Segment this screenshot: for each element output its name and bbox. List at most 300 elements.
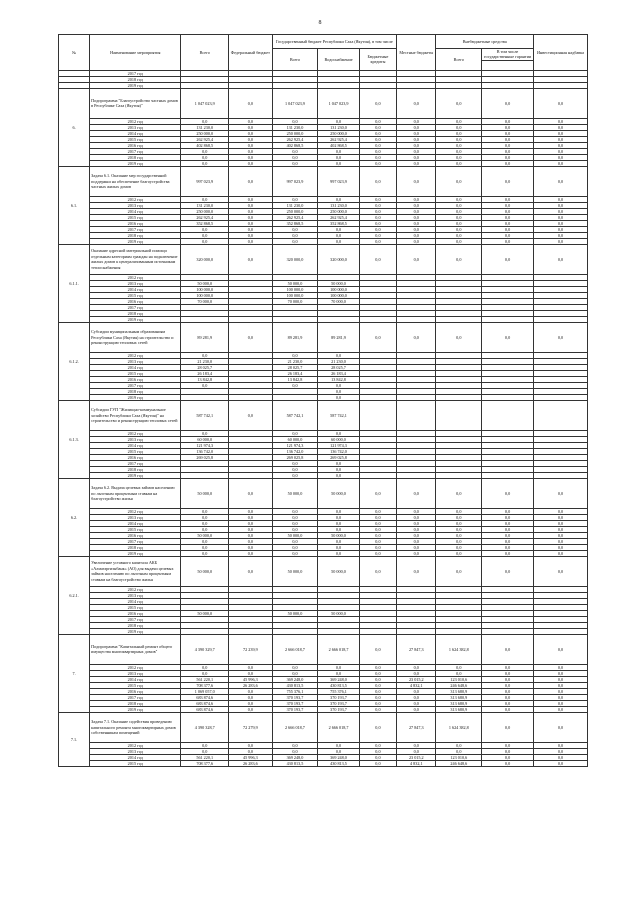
value-cell: 0,0 <box>272 226 318 232</box>
year-label: 2013 год <box>90 202 181 208</box>
value-cell: 0,0 <box>436 214 482 220</box>
value-cell: 0,0 <box>229 670 273 676</box>
value-cell: 0,0 <box>436 136 482 142</box>
measure-value: 0,0 <box>482 712 534 742</box>
value-cell: 0,0 <box>436 142 482 148</box>
value-cell: 0,0 <box>533 148 587 154</box>
value-cell: 0,0 <box>397 742 436 748</box>
value-cell: 0,0 <box>272 352 318 358</box>
value-cell: 0,0 <box>229 688 273 694</box>
year-label: 2016 год <box>90 454 181 460</box>
measure-value: 72 279,9 <box>229 712 273 742</box>
year-label: 2019 год <box>90 550 181 556</box>
value-cell: 0,0 <box>272 748 318 754</box>
value-cell: 0,0 <box>318 382 359 388</box>
value-cell: 0,0 <box>229 136 273 142</box>
value-cell: 0,0 <box>533 154 587 160</box>
value-cell: 0,0 <box>533 238 587 244</box>
value-cell: 0,0 <box>533 208 587 214</box>
value-cell: 0,0 <box>482 514 534 520</box>
year-label: 2013 год <box>90 436 181 442</box>
budget-table <box>58 34 588 767</box>
measure-value: 587 742,1 <box>272 400 318 430</box>
value-cell: 0,0 <box>482 676 534 682</box>
value-cell: 131 230,0 <box>272 202 318 208</box>
value-cell: 0,0 <box>229 742 273 748</box>
measure-number: 6.1. <box>59 166 90 244</box>
value-cell: 0,0 <box>436 124 482 130</box>
value-cell: 0,0 <box>436 220 482 226</box>
value-cell: 0,0 <box>397 544 436 550</box>
measure-value: 0,0 <box>436 478 482 508</box>
measure-row <box>59 244 588 274</box>
value-cell: 50 000,0 <box>181 610 229 616</box>
value-cell: 0,0 <box>359 202 396 208</box>
header-name: Наименование мероприятия <box>90 35 181 71</box>
value-cell: 0,0 <box>482 214 534 220</box>
measure-value: 0,0 <box>397 88 436 118</box>
header-total: Всего <box>181 35 229 71</box>
value-cell: 262 925,4 <box>272 214 318 220</box>
header-num: № <box>59 35 90 71</box>
value-cell: 0,0 <box>359 514 396 520</box>
value-cell: 0,0 <box>359 148 396 154</box>
value-cell: 0,0 <box>533 754 587 760</box>
value-cell: 0,0 <box>318 664 359 670</box>
value-cell: 0,0 <box>181 520 229 526</box>
year-label: 2016 год <box>90 532 181 538</box>
value-cell: 21 230,0 <box>272 358 318 364</box>
value-cell: 0,0 <box>229 220 273 226</box>
value-cell: 0,0 <box>359 130 396 136</box>
value-cell: 0,0 <box>359 124 396 130</box>
value-cell: 0,0 <box>229 148 273 154</box>
measure-value: 320 000,0 <box>272 244 318 274</box>
value-cell: 0,0 <box>318 232 359 238</box>
value-cell: 0,0 <box>397 130 436 136</box>
value-cell: 0,0 <box>397 526 436 532</box>
value-cell: 0,0 <box>533 700 587 706</box>
value-cell: 0,0 <box>436 670 482 676</box>
year-label: 2018 год <box>90 700 181 706</box>
value-cell: 0,0 <box>436 514 482 520</box>
value-cell: 0,0 <box>181 430 229 436</box>
value-cell: 0,0 <box>318 514 359 520</box>
value-cell: 0,0 <box>359 226 396 232</box>
measure-value: 50 000,0 <box>318 478 359 508</box>
value-cell: 0,0 <box>482 754 534 760</box>
year-label: 2013 год <box>90 748 181 754</box>
measure-value: 4 390 329,7 <box>181 634 229 664</box>
value-cell: 0,0 <box>272 550 318 556</box>
value-cell: 131 230,0 <box>181 202 229 208</box>
value-cell: 0,0 <box>359 550 396 556</box>
value-cell: 0,0 <box>397 124 436 130</box>
measure-value <box>533 400 587 430</box>
measure-number: 7.1. <box>59 712 90 766</box>
header-offbudget: Внебюджетные средства <box>436 35 534 49</box>
year-label: 2015 год <box>90 370 181 376</box>
value-cell: 0,0 <box>482 148 534 154</box>
value-cell: 0,0 <box>359 532 396 538</box>
value-cell: 0,0 <box>436 664 482 670</box>
year-label: 2016 год <box>90 688 181 694</box>
value-cell: 0,0 <box>229 748 273 754</box>
value-cell: 0,0 <box>482 682 534 688</box>
measure-value: 0,0 <box>397 166 436 196</box>
value-cell: 0,0 <box>272 508 318 514</box>
value-cell: 0,0 <box>359 706 396 712</box>
value-cell: 0,0 <box>533 220 587 226</box>
year-label: 2013 год <box>90 670 181 676</box>
value-cell: 0,0 <box>272 526 318 532</box>
value-cell: 0,0 <box>482 664 534 670</box>
measure-value <box>482 400 534 430</box>
measure-value: 0,0 <box>229 400 273 430</box>
value-cell: 0,0 <box>533 214 587 220</box>
measure-value: 0,0 <box>397 478 436 508</box>
value-cell: 262 925,4 <box>272 136 318 142</box>
value-cell: 246 648,6 <box>436 760 482 766</box>
value-cell: 708 377,6 <box>181 682 229 688</box>
value-cell: 0,0 <box>436 202 482 208</box>
value-cell: 250 000,0 <box>318 208 359 214</box>
value-cell: 0,0 <box>397 514 436 520</box>
year-label: 2019 год <box>90 238 181 244</box>
value-cell: 0,0 <box>318 538 359 544</box>
value-cell: 0,0 <box>318 520 359 526</box>
value-cell: 0,0 <box>229 130 273 136</box>
year-label: 2015 год <box>90 526 181 532</box>
value-cell: 0,0 <box>272 154 318 160</box>
value-cell: 100 000,0 <box>272 292 318 298</box>
value-cell: 0,0 <box>436 550 482 556</box>
year-label: 2014 год <box>90 286 181 292</box>
value-cell: 369 248,0 <box>272 754 318 760</box>
measure-name: Оказание адресной материальной помощи отдельным категориям граждан на подключение жилых домов к централизованным источникам теплоснабжения <box>90 244 181 274</box>
value-cell: 0,0 <box>359 682 396 688</box>
value-cell: 0,0 <box>436 118 482 124</box>
value-cell: 262 925,4 <box>318 136 359 142</box>
value-cell: 0,0 <box>229 196 273 202</box>
measure-value: 997 023,9 <box>272 166 318 196</box>
value-cell: 0,0 <box>359 754 396 760</box>
value-cell: 0,0 <box>397 118 436 124</box>
table-header <box>59 35 588 71</box>
value-cell: 0,0 <box>533 160 587 166</box>
value-cell: 370 193,7 <box>272 700 318 706</box>
value-cell: 0,0 <box>436 748 482 754</box>
value-cell: 28 025,7 <box>272 364 318 370</box>
value-cell: 0,0 <box>272 670 318 676</box>
measure-value: 0,0 <box>359 556 396 586</box>
value-cell: 0,0 <box>533 688 587 694</box>
value-cell: 0,0 <box>181 154 229 160</box>
measure-value: 2 666 018,7 <box>318 712 359 742</box>
measure-value: 997 023,9 <box>318 166 359 196</box>
value-cell: 0,0 <box>359 136 396 142</box>
value-cell: 0,0 <box>318 472 359 478</box>
value-cell: 0,0 <box>181 160 229 166</box>
value-cell: 0,0 <box>229 124 273 130</box>
value-cell: 0,0 <box>482 208 534 214</box>
value-cell: 0,0 <box>533 682 587 688</box>
value-cell: 0,0 <box>229 208 273 214</box>
year-label: 2015 год <box>90 682 181 688</box>
measure-value: 50 000,0 <box>318 556 359 586</box>
measure-value: 0,0 <box>482 634 534 664</box>
value-cell: 246 648,6 <box>436 682 482 688</box>
value-cell: 136 742,0 <box>318 448 359 454</box>
value-cell: 0,0 <box>318 118 359 124</box>
measure-value: 0,0 <box>436 556 482 586</box>
value-cell: 708 377,6 <box>181 760 229 766</box>
year-label: 2017 год <box>90 616 181 622</box>
year-label: 2017 год <box>90 382 181 388</box>
value-cell: 0,0 <box>181 514 229 520</box>
value-cell: 683 874,6 <box>181 700 229 706</box>
value-cell: 0,0 <box>229 226 273 232</box>
measure-value: 0,0 <box>482 322 534 352</box>
year-label: 2019 год <box>90 82 181 88</box>
measure-value: 0,0 <box>397 322 436 352</box>
year-label: 2012 год <box>90 196 181 202</box>
value-cell: 26 283,6 <box>229 682 273 688</box>
value-cell: 0,0 <box>533 130 587 136</box>
measure-row <box>59 400 588 430</box>
value-cell: 0,0 <box>359 538 396 544</box>
year-label: 2019 год <box>90 316 181 322</box>
value-cell: 250 000,0 <box>181 208 229 214</box>
value-cell: 0,0 <box>482 538 534 544</box>
measure-value: 0,0 <box>359 634 396 664</box>
value-cell: 0,0 <box>318 238 359 244</box>
value-cell: 50 000,0 <box>272 280 318 286</box>
value-cell: 402 868,5 <box>318 142 359 148</box>
value-cell: 0,0 <box>229 214 273 220</box>
year-label: 2017 год <box>90 148 181 154</box>
value-cell: 0,0 <box>272 664 318 670</box>
value-cell: 0,0 <box>436 208 482 214</box>
value-cell: 50 000,0 <box>318 610 359 616</box>
value-cell: 0,0 <box>397 688 436 694</box>
value-cell: 430 813,5 <box>318 682 359 688</box>
value-cell: 0,0 <box>272 520 318 526</box>
header-state: Государственный бюджет Республики Саха (Якутия), в том числе <box>272 35 396 49</box>
value-cell: 26 183,4 <box>181 370 229 376</box>
value-cell: 0,0 <box>436 196 482 202</box>
measure-value: 0,0 <box>359 166 396 196</box>
measure-value: 1 624 382,8 <box>436 634 482 664</box>
value-cell: 0,0 <box>482 124 534 130</box>
measure-value: 89 281,9 <box>318 322 359 352</box>
value-cell: 0,0 <box>533 748 587 754</box>
header-state-total: Всего <box>272 49 318 71</box>
value-cell: 0,0 <box>272 196 318 202</box>
value-cell: 0,0 <box>318 154 359 160</box>
value-cell: 0,0 <box>397 706 436 712</box>
measure-value: 0,0 <box>482 244 534 274</box>
measure-value: 1 047 023,9 <box>272 88 318 118</box>
year-label: 2013 год <box>90 514 181 520</box>
value-cell: 0,0 <box>181 538 229 544</box>
year-label: 2013 год <box>90 280 181 286</box>
measure-value: 1 047 023,9 <box>181 88 229 118</box>
measure-value: 1 624 382,8 <box>436 712 482 742</box>
value-cell: 0,0 <box>359 760 396 766</box>
measure-value: 27 847,3 <box>397 712 436 742</box>
value-cell: 70 000,0 <box>318 298 359 304</box>
value-cell: 0,0 <box>482 688 534 694</box>
value-cell: 0,0 <box>318 466 359 472</box>
year-label: 2016 год <box>90 376 181 382</box>
measure-row <box>59 322 588 352</box>
value-cell: 313 680,9 <box>436 688 482 694</box>
value-cell: 0,0 <box>272 466 318 472</box>
value-cell: 0,0 <box>482 526 534 532</box>
value-cell: 0,0 <box>359 526 396 532</box>
value-cell: 50 000,0 <box>272 532 318 538</box>
value-cell: 0,0 <box>482 202 534 208</box>
measure-name: Задача 6.1. Оказание мер государственной поддержки на обеспечение благоустройства частных жилых домов <box>90 166 181 196</box>
value-cell: 683 874,6 <box>181 706 229 712</box>
year-label: 2018 год <box>90 388 181 394</box>
value-cell: 0,0 <box>533 670 587 676</box>
measure-name: Подпрограмма "Благоустройство частных домов в Республике Саха (Якутия)" <box>90 88 181 118</box>
value-cell: 100 000,0 <box>181 292 229 298</box>
value-cell: 0,0 <box>482 220 534 226</box>
value-cell: 0,0 <box>436 130 482 136</box>
measure-value: 320 000,0 <box>181 244 229 274</box>
value-cell: 0,0 <box>359 214 396 220</box>
value-cell: 136 742,0 <box>181 448 229 454</box>
year-label: 2017 год <box>90 70 181 76</box>
measure-value: 1 047 023,9 <box>318 88 359 118</box>
measure-value: 2 666 018,7 <box>272 634 318 664</box>
value-cell: 250 000,0 <box>272 130 318 136</box>
value-cell: 0,0 <box>533 520 587 526</box>
value-cell: 0,0 <box>436 508 482 514</box>
value-cell: 0,0 <box>482 118 534 124</box>
value-cell: 0,0 <box>272 514 318 520</box>
value-cell: 0,0 <box>359 742 396 748</box>
value-cell: 0,0 <box>482 232 534 238</box>
value-cell: 0,0 <box>482 154 534 160</box>
measure-value: 0,0 <box>436 244 482 274</box>
value-cell: 683 874,6 <box>181 694 229 700</box>
value-cell: 0,0 <box>397 520 436 526</box>
value-cell: 0,0 <box>272 382 318 388</box>
measure-name: Субсидии ГУП "Жилищно-коммунальное хозяйство Республики Саха (Якутия)" на строительство и реконструкцию тепловых сетей <box>90 400 181 430</box>
measure-value: 0,0 <box>397 244 436 274</box>
value-cell: 121 974,3 <box>181 442 229 448</box>
value-cell: 0,0 <box>318 352 359 358</box>
value-cell: 45 996,3 <box>229 676 273 682</box>
value-cell: 0,0 <box>397 700 436 706</box>
value-cell: 0,0 <box>533 136 587 142</box>
measure-value: 0,0 <box>229 322 273 352</box>
measure-value: 50 000,0 <box>272 478 318 508</box>
value-cell: 0,0 <box>229 118 273 124</box>
value-cell: 0,0 <box>229 526 273 532</box>
measure-number: 6.1.3. <box>59 400 90 478</box>
value-cell: 0,0 <box>359 544 396 550</box>
value-cell: 269 025,8 <box>318 454 359 460</box>
year-label: 2014 год <box>90 598 181 604</box>
value-cell: 352 868,5 <box>181 220 229 226</box>
value-cell: 402 868,5 <box>181 142 229 148</box>
value-cell: 50 000,0 <box>318 532 359 538</box>
header-ob-guarantee: В том числе государственные гарантии <box>482 49 534 61</box>
value-cell: 369 248,0 <box>318 676 359 682</box>
year-label: 2012 год <box>90 508 181 514</box>
measure-value: 0,0 <box>533 556 587 586</box>
value-cell: 0,0 <box>318 742 359 748</box>
value-cell: 70 000,0 <box>272 298 318 304</box>
value-cell: 0,0 <box>229 700 273 706</box>
value-cell: 0,0 <box>359 748 396 754</box>
value-cell: 352 868,5 <box>272 220 318 226</box>
measure-number: 6.1.1. <box>59 244 90 322</box>
value-cell: 0,0 <box>533 514 587 520</box>
year-label: 2014 год <box>90 442 181 448</box>
value-cell: 0,0 <box>533 196 587 202</box>
value-cell: 0,0 <box>229 154 273 160</box>
year-label: 2014 год <box>90 754 181 760</box>
value-cell: 755 376,1 <box>272 688 318 694</box>
value-cell: 0,0 <box>318 388 359 394</box>
measure-value: 0,0 <box>229 88 273 118</box>
value-cell: 0,0 <box>181 382 229 388</box>
measure-value: 0,0 <box>359 88 396 118</box>
year-label: 2016 год <box>90 298 181 304</box>
value-cell: 0,0 <box>397 202 436 208</box>
value-cell: 0,0 <box>397 142 436 148</box>
value-cell: 0,0 <box>482 142 534 148</box>
measure-value: 0,0 <box>533 166 587 196</box>
value-cell: 0,0 <box>533 694 587 700</box>
year-label: 2014 год <box>90 130 181 136</box>
header-local: Местные бюджеты <box>397 35 436 71</box>
value-cell: 370 193,7 <box>318 706 359 712</box>
header-state-credits: Бюджетные кредиты <box>359 49 396 71</box>
value-cell: 0,0 <box>318 460 359 466</box>
value-cell: 100 000,0 <box>181 286 229 292</box>
value-cell: 0,0 <box>397 694 436 700</box>
year-label: 2018 год <box>90 310 181 316</box>
value-cell: 0,0 <box>359 670 396 676</box>
value-cell: 0,0 <box>397 220 436 226</box>
year-label: 2013 год <box>90 592 181 598</box>
year-label: 2013 год <box>90 358 181 364</box>
header-ob-total: Всего <box>436 49 482 71</box>
measure-value: 0,0 <box>229 166 273 196</box>
year-label: 2015 год <box>90 136 181 142</box>
value-cell: 369 248,0 <box>318 754 359 760</box>
value-cell: 136 742,0 <box>272 448 318 454</box>
value-cell: 0,0 <box>397 136 436 142</box>
year-label: 2019 год <box>90 628 181 634</box>
measure-row <box>59 166 588 196</box>
value-cell: 0,0 <box>397 532 436 538</box>
value-cell: 0,0 <box>533 124 587 130</box>
value-cell: 70 000,0 <box>181 298 229 304</box>
value-cell: 0,0 <box>533 508 587 514</box>
value-cell: 21 230,0 <box>181 358 229 364</box>
measure-value: 997 023,9 <box>181 166 229 196</box>
value-cell: 0,0 <box>482 130 534 136</box>
value-cell: 313 680,9 <box>436 694 482 700</box>
